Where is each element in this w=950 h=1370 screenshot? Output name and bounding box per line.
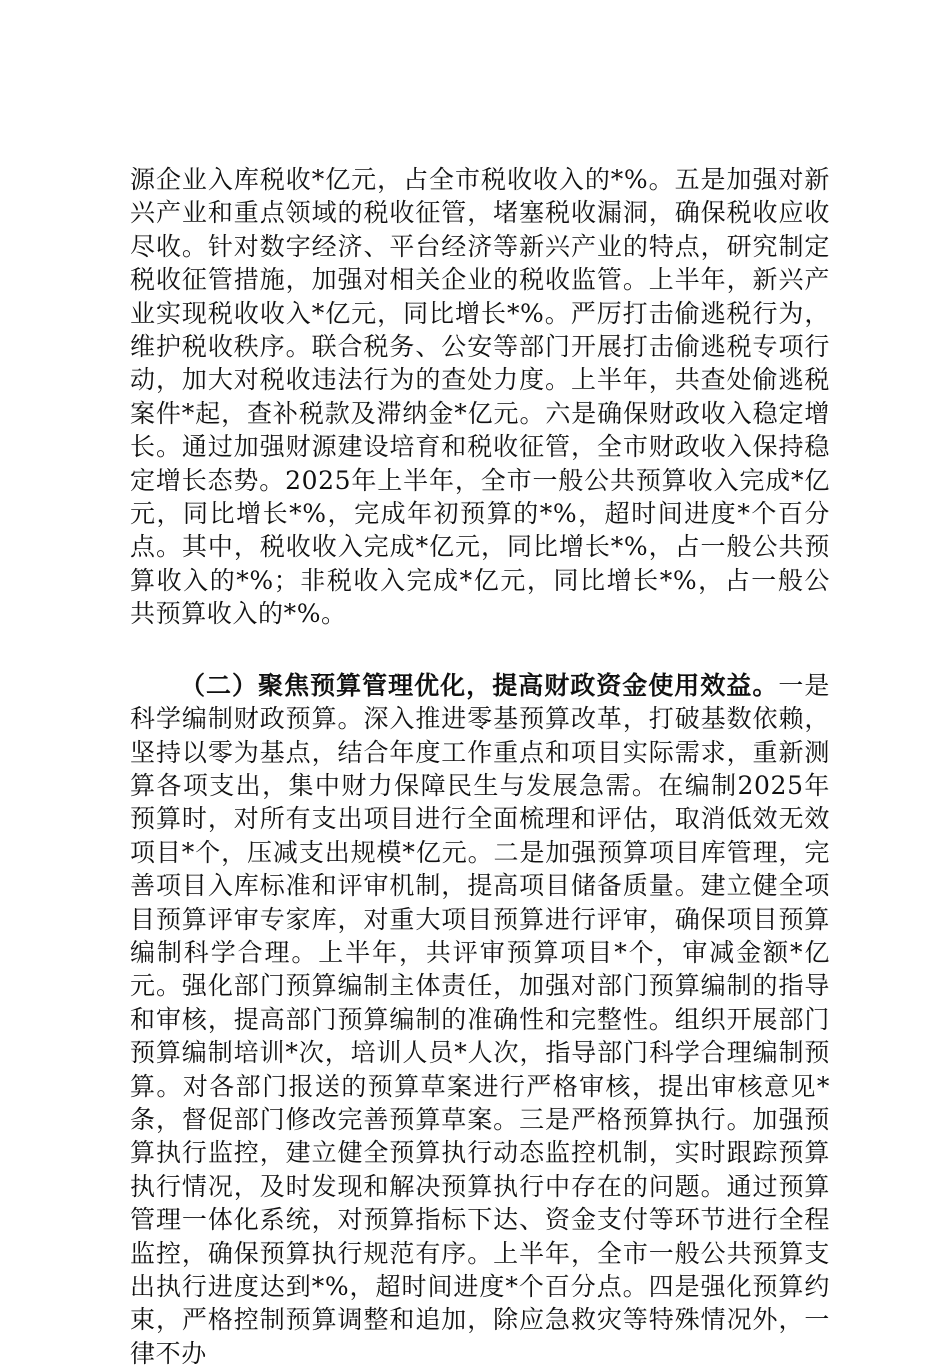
section-heading: （二）聚焦预算管理优化，提高财政资金使用效益。 — [180, 670, 779, 700]
paragraph-budget-management — [130, 669, 830, 1370]
document-body — [130, 163, 830, 1370]
paragraph-budget-management-text: 一是科学编制财政预算。深入推进零基预算改革，打破基数依赖，坚持以零为基点，结合年度工作重点和项目实际需求，重新测算各项支出，集中财力保障民生与发展急需。在编制2025年预算时，对所有支出项目进行全面梳理和评估，取消低效无效项目*个，压减支出规模*亿元。二是加强预算项目库管理，完善项目入库标准和评审机制，提高项目储备质量。建立健全项目预算评审专家库，对重大项目预算进行评审，确保项目预算编制科学合理。上半年，共评审预算项目*个，审减金额*亿元。强化部门预算编制主体责任，加强对部门预算编制的指导和审核，提高部门预算编制的准确性和完整性。组织开展部门预算编制培训*次，培训人员*人次，指导部门科学合理编制预算。对各部门报送的预算草案进行严格审核，提出审核意见*条，督促部门修改完善预算草案。三是严格预算执行。加强预算执行监控，建立健全预算执行动态监控机制，实时跟踪预算执行情况，及时发现和解决预算执行中存在的问题。通过预算管理一体化系统，对预算指标下达、资金支付等环节进行全程监控，确保预算执行规范有序。上半年，全市一般公共预算支出执行进度达到*%，超时间进度*个百分点。四是强化预算约束，严格控制预算调整和追加，除应急救灾等特殊情况外，一律不办 — [130, 670, 830, 1368]
paragraph-tax-revenue — [130, 163, 830, 631]
paragraph-tax-revenue-text: 源企业入库税收*亿元，占全市税收收入的*%。五是加强对新兴产业和重点领域的税收征管，堵塞税收漏洞，确保税收应收尽收。针对数字经济、平台经济等新兴产业的特点，研究制定税收征管措施，加强对相关企业的税收监管。上半年，新兴产业实现税收收入*亿元，同比增长*%。严厉打击偷逃税行为，维护税收秩序。联合税务、公安等部门开展打击偷逃税专项行动，加大对税收违法行为的查处力度。上半年，共查处偷逃税案件*起，查补税款及滞纳金*亿元。六是确保财政收入稳定增长。通过加强财源建设培育和税收征管，全市财政收入保持稳定增长态势。2025年上半年，全市一般公共预算收入完成*亿元，同比增长*%，完成年初预算的*%，超时间进度*个百分点。其中，税收收入完成*亿元，同比增长*%，占一般公共预算收入的*%；非税收入完成*亿元，同比增长*%，占一般公共预算收入的*%。 — [130, 165, 830, 629]
paragraph-spacer — [130, 631, 830, 669]
